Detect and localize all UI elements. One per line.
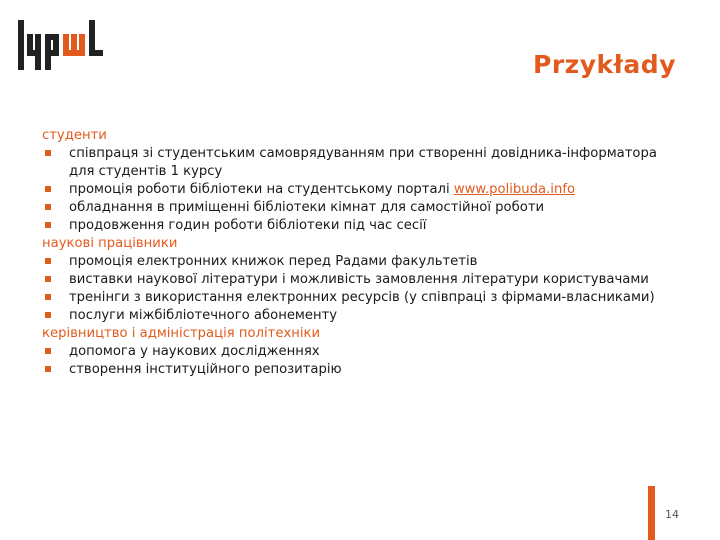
list-item-text: тренінги з використання електронних ресурсів (у співпраці з фірмами-власниками) [69,290,655,305]
list-item [42,199,662,217]
square-bullet-icon [45,294,51,300]
section-label-students: студенти [42,128,107,143]
list-item [42,343,662,361]
list-item [42,307,662,325]
list-item [42,217,662,235]
list-item-text: допомога у наукових дослідженнях [69,344,320,359]
square-bullet-icon [45,348,51,354]
square-bullet-icon [45,276,51,282]
square-bullet-icon [45,312,51,318]
list-item-text: послуги міжбібліотечного абонементу [69,308,338,323]
square-bullet-icon [45,258,51,264]
section-label-researchers: наукові працівники [42,236,178,251]
square-bullet-icon [45,204,51,210]
list-item-text: створення інституційного репозитарію [69,362,342,377]
list-item-text: обладнання в приміщенні бібліотеки кімнат для самостійної роботи [69,200,545,215]
square-bullet-icon [45,150,51,156]
list-item [42,361,662,379]
list-item-text: промоція електронних книжок перед Радами факультетів [69,254,478,269]
list-item [42,145,662,181]
list-item-text: продовження годин роботи бібліотеки під час сесії [69,218,427,233]
square-bullet-icon [45,366,51,372]
list-item-text: виставки наукової літератури і можливість замовлення літератури користувачами [69,272,649,287]
library-logo [18,20,104,70]
square-bullet-icon [45,186,51,192]
list-item-text: промоція роботи бібліотеки на студентському порталі [69,182,454,197]
list-item [42,289,662,307]
section-label-administration: керівництво і адміністрація політехніки [42,326,321,341]
list-item [42,253,662,271]
page-number: 14 [665,508,679,521]
list-item [42,271,662,289]
list-item [42,181,662,199]
list-item-text: співпраця зі студентським самоврядуванням при створенні довідника-інформатора для студентів 1 курсу [69,146,657,179]
slide-title: Przykłady [533,50,676,79]
page-marker-bar [648,486,655,540]
portal-link[interactable]: www.polibuda.info [453,182,576,197]
slide-content [42,127,662,379]
square-bullet-icon [45,222,51,228]
